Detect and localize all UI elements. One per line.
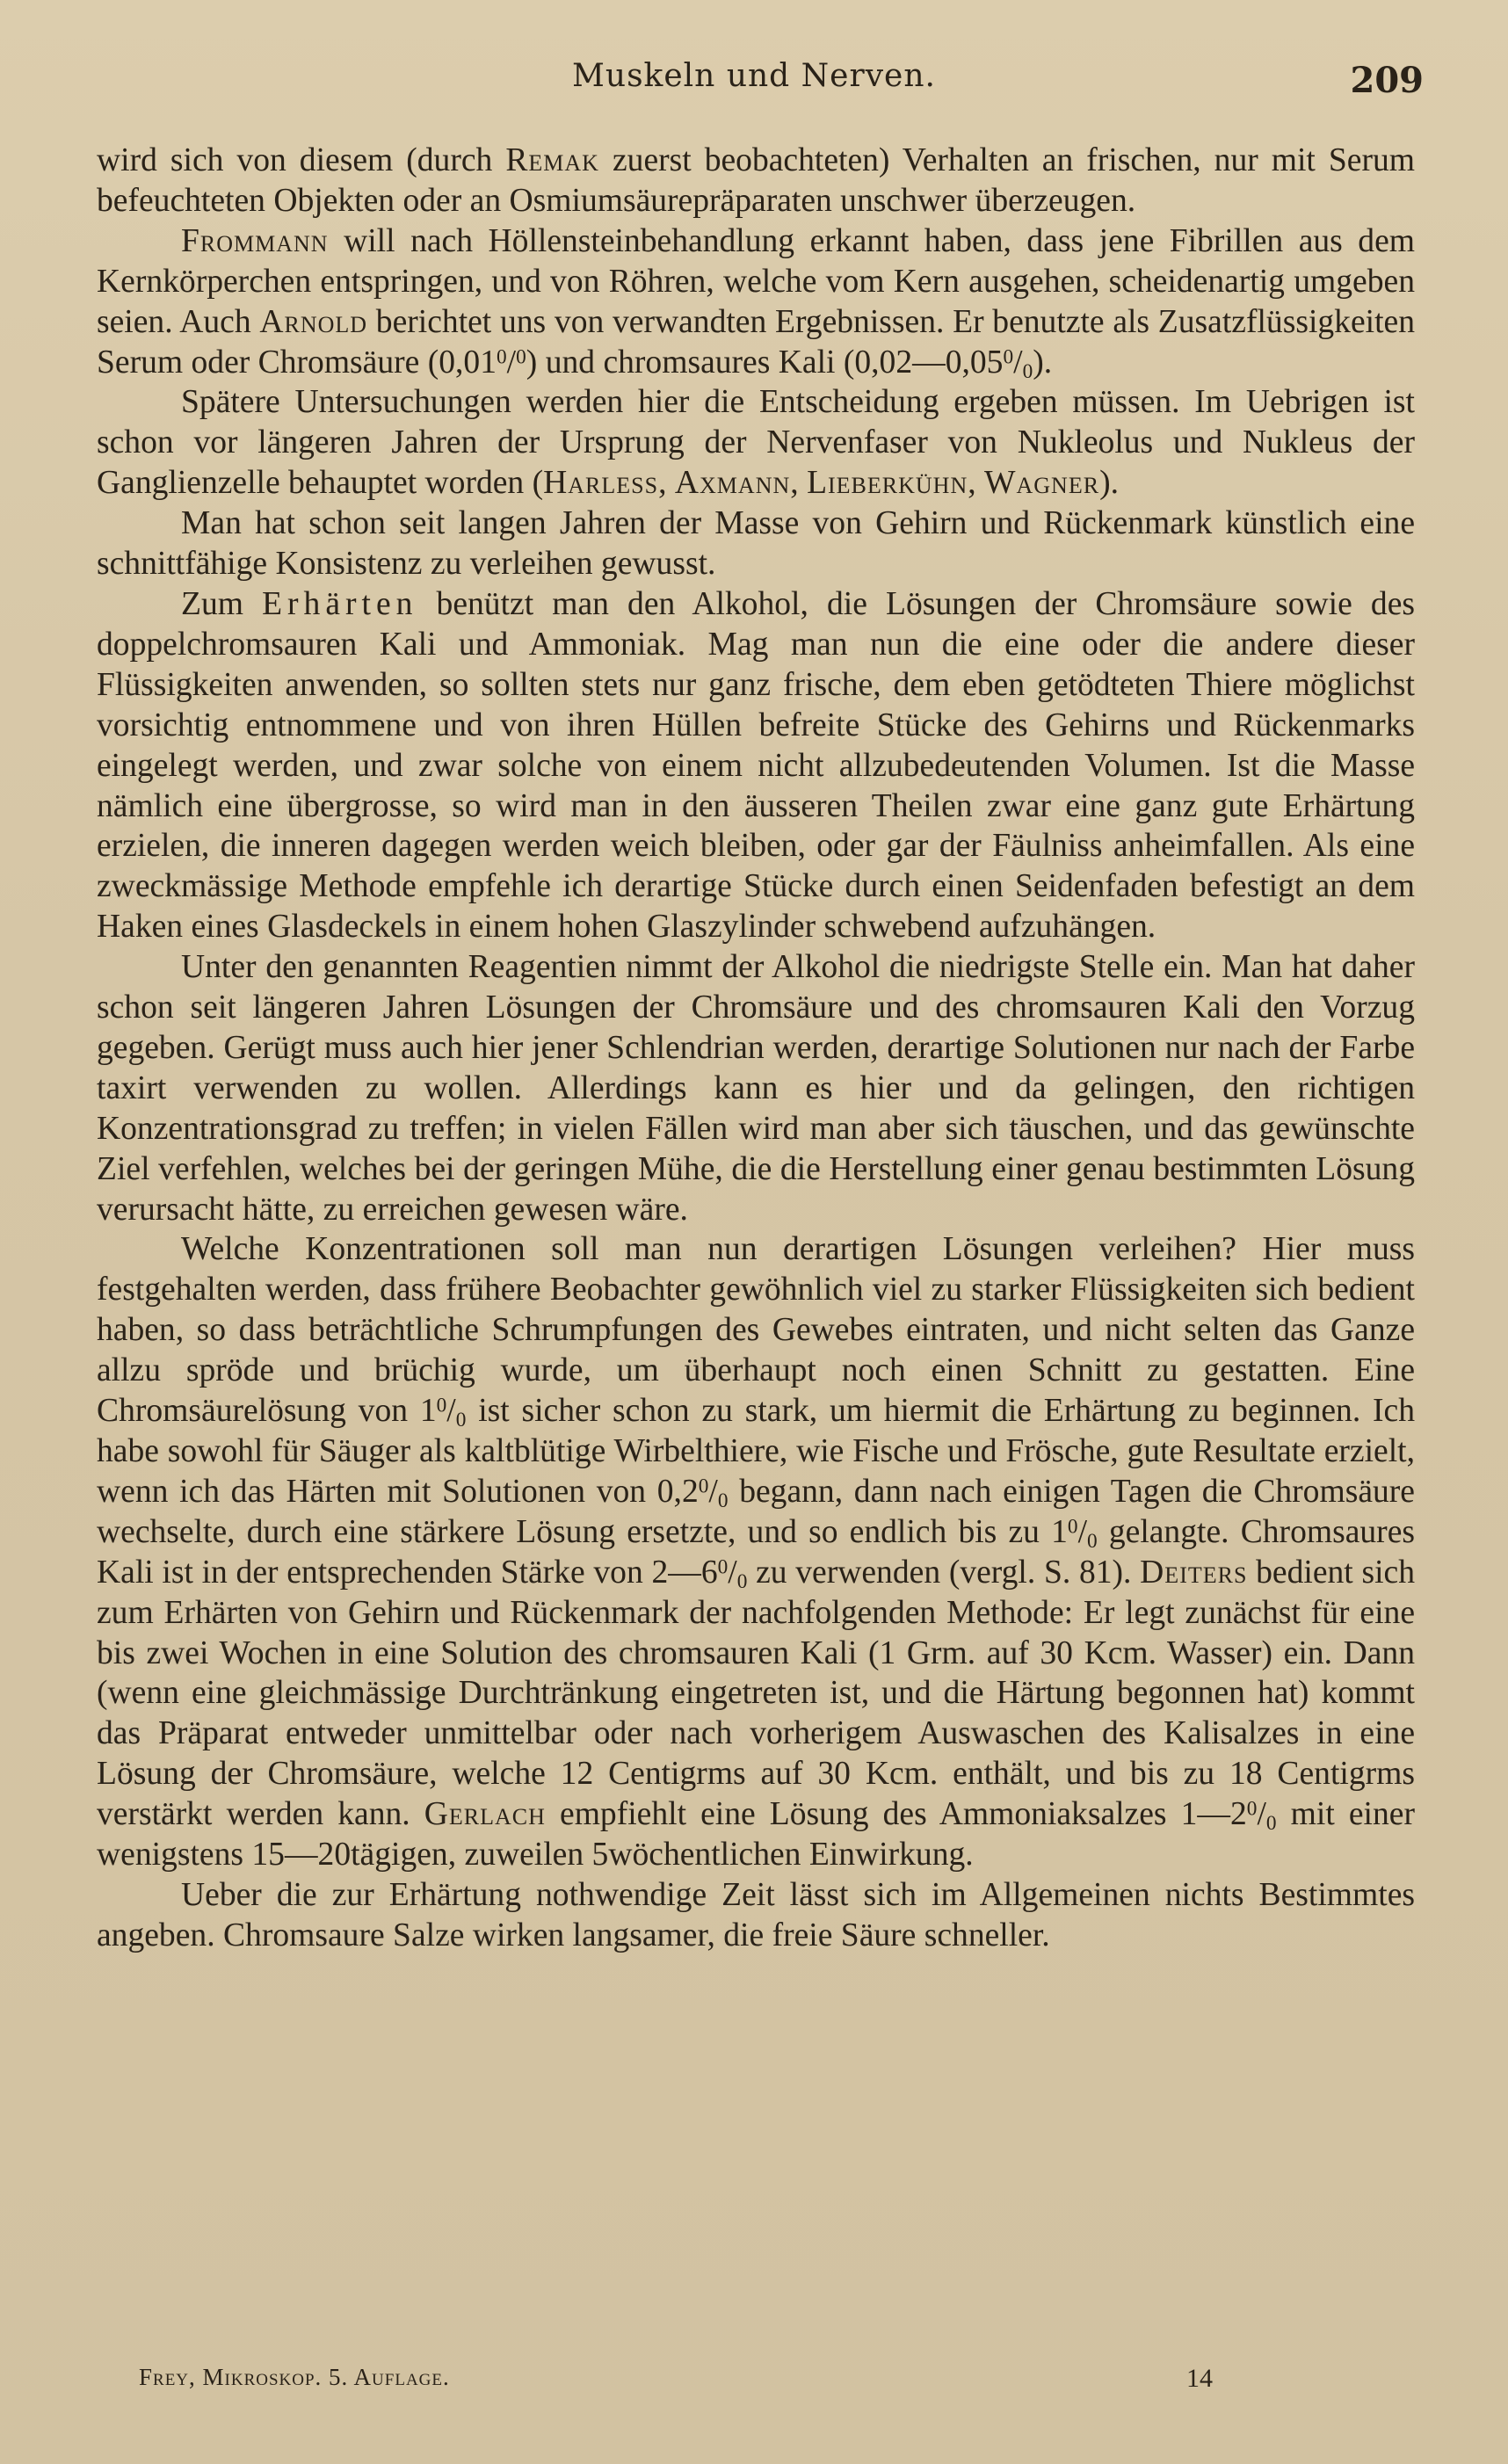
author-name: Wagner — [984, 465, 1100, 502]
paragraph-4: Man hat schon seit langen Jahren der Masse von Gehirn und Rückenmark künstlich eine schnittfähige Konsistenz zu verleihen gewusst. — [97, 505, 1415, 583]
emphasized-term: Erhärten — [262, 585, 418, 622]
author-name: Frommann — [181, 222, 329, 259]
author-name: Harless — [543, 465, 659, 502]
paragraph-2: Frommann will nach Höllensteinbehandlung erkannt haben, dass jene Fibrillen aus dem Kernkörperchen entspringen, und von Röhren, welche vom Kern ausgehen, scheidenartig umgeben seien. Auch Arnold berichtet uns von verwandten Ergebnissen. Er benutzte als Zusatzflüssigkeiten Serum oder Chromsäure (0,01$^0$/$^0$) und chromsaures Kali $(0,02—0,05^0/_0)$. — [97, 222, 1415, 383]
running-head: Muskeln und Nerven. — [572, 58, 936, 94]
author-name: Arnold — [259, 303, 368, 340]
author-name: Deiters — [1140, 1554, 1248, 1591]
author-name: Axmann — [674, 465, 791, 502]
paragraph-3: Spätere Untersuchungen werden hier die Entscheidung ergeben müssen. Im Uebrigen ist schon vor längeren Jahren der Ursprung der Nervenfaser von Nukleolus und Nukleus der Ganglienzelle behauptet worden (Harless, Axmann, Lieberkühn, Wagner). — [97, 384, 1415, 502]
paragraph-7: Welche Konzentrationen soll man nun derartigen Lösungen verleihen? Hier muss festgehalten werden, dass frühere Beobachter gewöhnlich viel zu starker Flüssigkeiten sich bedient haben, so dass beträchtliche Schrumpfungen des Gewebes eintraten, und nicht selten das Ganze allzu spröde und brüchig wurde, um überhaupt noch einen Schnitt zu gestatten. Eine Chromsäurelösung von $1^0/_0$ ist sicher schon zu stark, um hiermit die Erhärtung zu beginnen. Ich habe sowohl für Säuger als kaltblütige Wirbelthiere, wie Fische und Frösche, gute Resultate erzielt, wenn ich das Härten mit Solutionen von $0,2^0/_0$ begann, dann nach einigen Tagen die Chromsäure wechselte, durch eine stärkere Lösung ersetzte, und so endlich bis zu $1^0/_0$ gelangte. Chromsaures Kali ist in der entsprechenden Stärke von $2—6^0/_0$ zu verwenden (vergl. S. 81). Deiters bedient sich zum Erhärten von Gehirn und Rückenmark der nachfolgenden Methode: Er legt zunächst für eine bis zwei Wochen in eine Solution des chromsauren Kali (1 Grm. auf 30 Kcm. Wasser) ein. Dann (wenn eine gleichmässige Durchtränkung eingetreten ist, und die Härtung begonnen hat) kommt das Präparat entweder unmittelbar oder nach vorherigem Auswaschen des Kalisalzes in eine Lösung der Chromsäure, welche 12 Centigrms auf 30 Kcm. enthält, und bis zu 18 Centigrms verstärkt werden kann. Gerlach empfiehlt eine Lösung des Ammoniaksalzes $1—2^0/_0$ mit einer wenigstens 15—20tägigen, zuweilen 5wöchentlichen Einwirkung. — [97, 1231, 1415, 1873]
author-name: Lieberkühn — [807, 465, 968, 502]
paragraph-8: Ueber die zur Erhärtung nothwendige Zeit lässt sich im Allgemeinen nichts Bestimmtes angeben. Chromsaure Salze wirken langsamer, die freie Säure schneller. — [97, 1876, 1415, 1953]
sheet-number: 14 — [1186, 2364, 1213, 2393]
printer-signature: Frey, Mikroskop. 5. Auflage. — [139, 2364, 450, 2390]
author-name: Remak — [505, 142, 599, 178]
paragraph-1: wird sich von diesem (durch Remak zuerst beobachteten) Verhalten an frischen, nur mit Serum befeuchteten Objekten oder an Osmiumsäurepräparaten unschwer überzeugen. — [97, 142, 1415, 219]
paragraph-5: Zum Erhärten benützt man den Alkohol, die Lösungen der Chromsäure sowie des doppelchromsauren Kali und Ammoniak. Mag man nun die eine oder die andere dieser Flüssigkeiten anwenden, so sollten stets nur ganz frische, dem eben getödteten Thiere möglichst vorsichtig entnommene und von ihren Hüllen befreite Stücke des Gehirns und Rückenmarks eingelegt werden, und zwar solche von einem nicht allzubedeutenden Volumen. Ist die Masse nämlich eine übergrosse, so wird man in den äusseren Theilen zwar eine ganz gute Erhärtung erzielen, die inneren dagegen werden weich bleiben, oder gar der Fäulniss anheimfallen. Als eine zweckmässige Methode empfehle ich derartige Stücke durch einen Seidenfaden befestigt an dem Haken eines Glasdeckels in einem hohen Glaszylinder schwebend aufzuhängen. — [97, 585, 1415, 946]
page-header — [0, 58, 1508, 111]
author-name: Gerlach — [424, 1796, 546, 1833]
page-footer — [139, 2364, 1213, 2399]
body-text — [97, 141, 1415, 1956]
paragraph-6: Unter den genannten Reagentien nimmt der Alkohol die niedrigste Stelle ein. Man hat daher schon seit längeren Jahren Lösungen der Chromsäure und des chromsauren Kali den Vorzug gegeben. Gerügt muss auch hier jener Schlendrian werden, derartige Solutionen nur nach der Farbe taxirt verwenden zu wollen. Allerdings kann es hier und da gelingen, den richtigen Konzentrationsgrad zu treffen; in vielen Fällen wird man aber sich täuschen, und das gewünschte Ziel verfehlen, welches bei der geringen Mühe, die die Herstellung einer genau bestimmten Lösung verursacht hätte, zu erreichen gewesen wäre. — [97, 949, 1415, 1228]
page-number: 209 — [1350, 60, 1424, 101]
